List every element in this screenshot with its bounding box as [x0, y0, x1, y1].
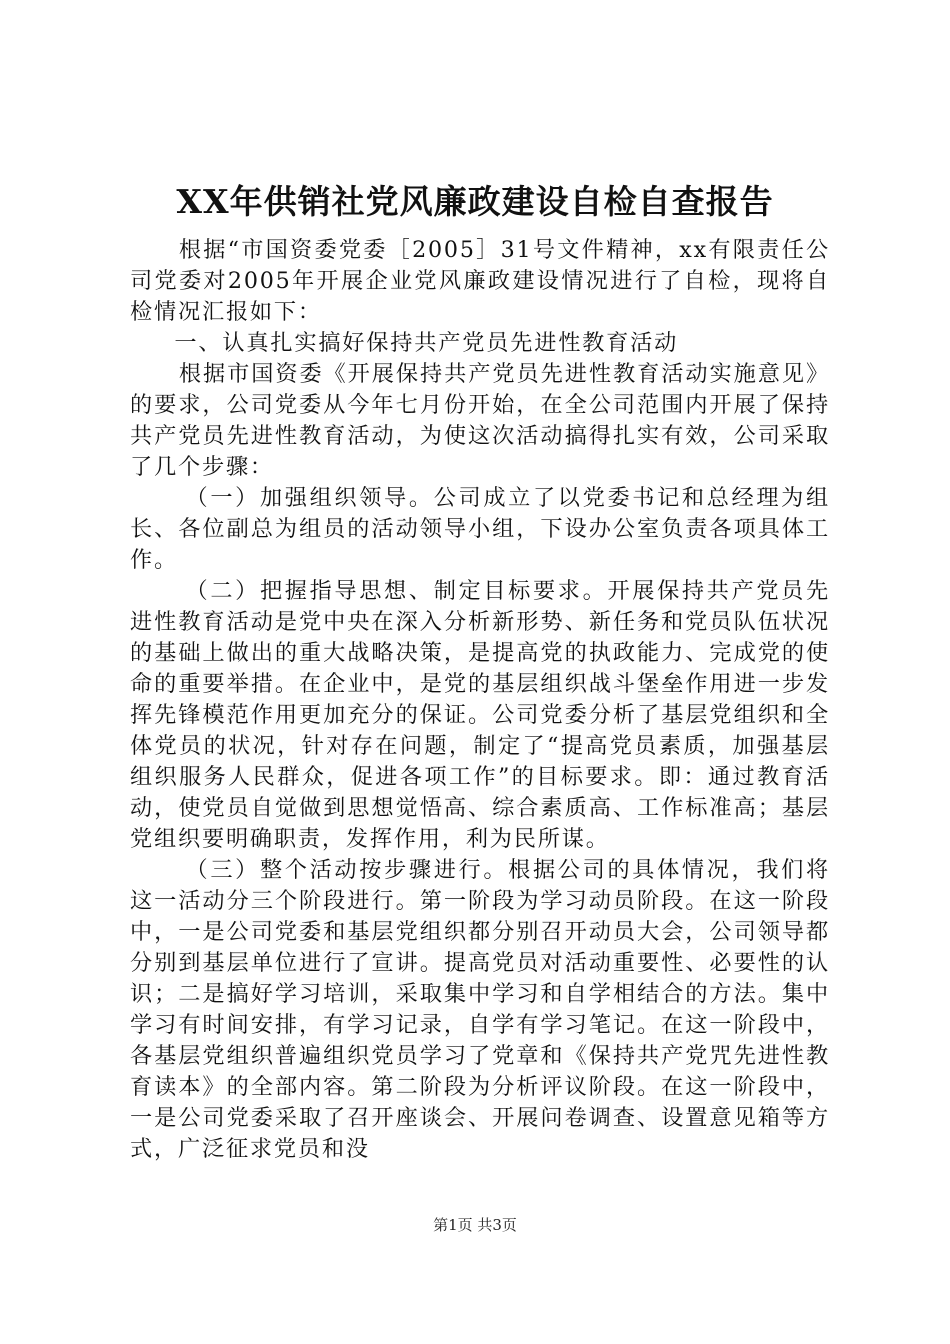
section-heading-1: 一、认真扎实搞好保持共产党员先进性教育活动 [174, 330, 679, 356]
intro-paragraph: 根据“市国资委党委［2005］31号文件精神，xx有限责任公司党委对2005年开展企业党风廉政建设情况进行了自检，现将自检情况汇报如下： [130, 237, 830, 325]
step-1-paragraph: （一）加强组织领导。公司成立了以党委书记和总经理为组长、各位副总为组员的活动领导小组，下设办公室负责各项具体工作。 [130, 485, 830, 573]
section-1-paragraph: 根据市国资委《开展保持共产党员先进性教育活动实施意见》的要求，公司党委从今年七月份开始，在全公司范围内开展了保持共产党员先进性教育活动，为使这次活动搞得扎实有效，公司采取了几个步骤： [130, 361, 830, 480]
document-title: XX年供销社党风廉政建设自检自查报告 [176, 182, 774, 221]
page-footer: 第1页 共3页 [433, 1216, 517, 1234]
document-body [130, 235, 830, 1165]
step-2-paragraph: （二）把握指导思想、制定目标要求。开展保持共产党员先进性教育活动是党中央在深入分析新形势、新任务和党员队伍状况的基础上做出的重大战略决策，是提高党的执政能力、完成党的使命的重要举措。在企业中，是党的基层组织战斗堡垒作用进一步发挥先锋模范作用更加充分的保证。公司党委分析了基层党组织和全体党员的状况，针对存在问题，制定了“提高党员素质，加强基层组织服务人民群众，促进各项工作”的目标要求。即：通过教育活动，使党员自觉做到思想觉悟高、综合素质高、工作标准高；基层党组织要明确职责，发挥作用，利为民所谋。 [130, 578, 830, 852]
step-3-paragraph: （三）整个活动按步骤进行。根据公司的具体情况，我们将这一活动分三个阶段进行。第一阶段为学习动员阶段。在这一阶段中，一是公司党委和基层党组织都分别召开动员大会，公司领导都分别到基层单位进行了宣讲。提高党员对活动重要性、必要性的认识；二是搞好学习培训，采取集中学习和自学相结合的方法。集中学习有时间安排，有学习记录，自学有学习笔记。在这一阶段中，各基层党组织普遍组织党员学习了党章和《保持共产党咒先进性教育读本》的全部内容。第二阶段为分析评议阶段。在这一阶段中，一是公司党委采取了召开座谈会、开展问卷调查、设置意见箱等方式，广泛征求党员和没 [130, 857, 830, 1162]
